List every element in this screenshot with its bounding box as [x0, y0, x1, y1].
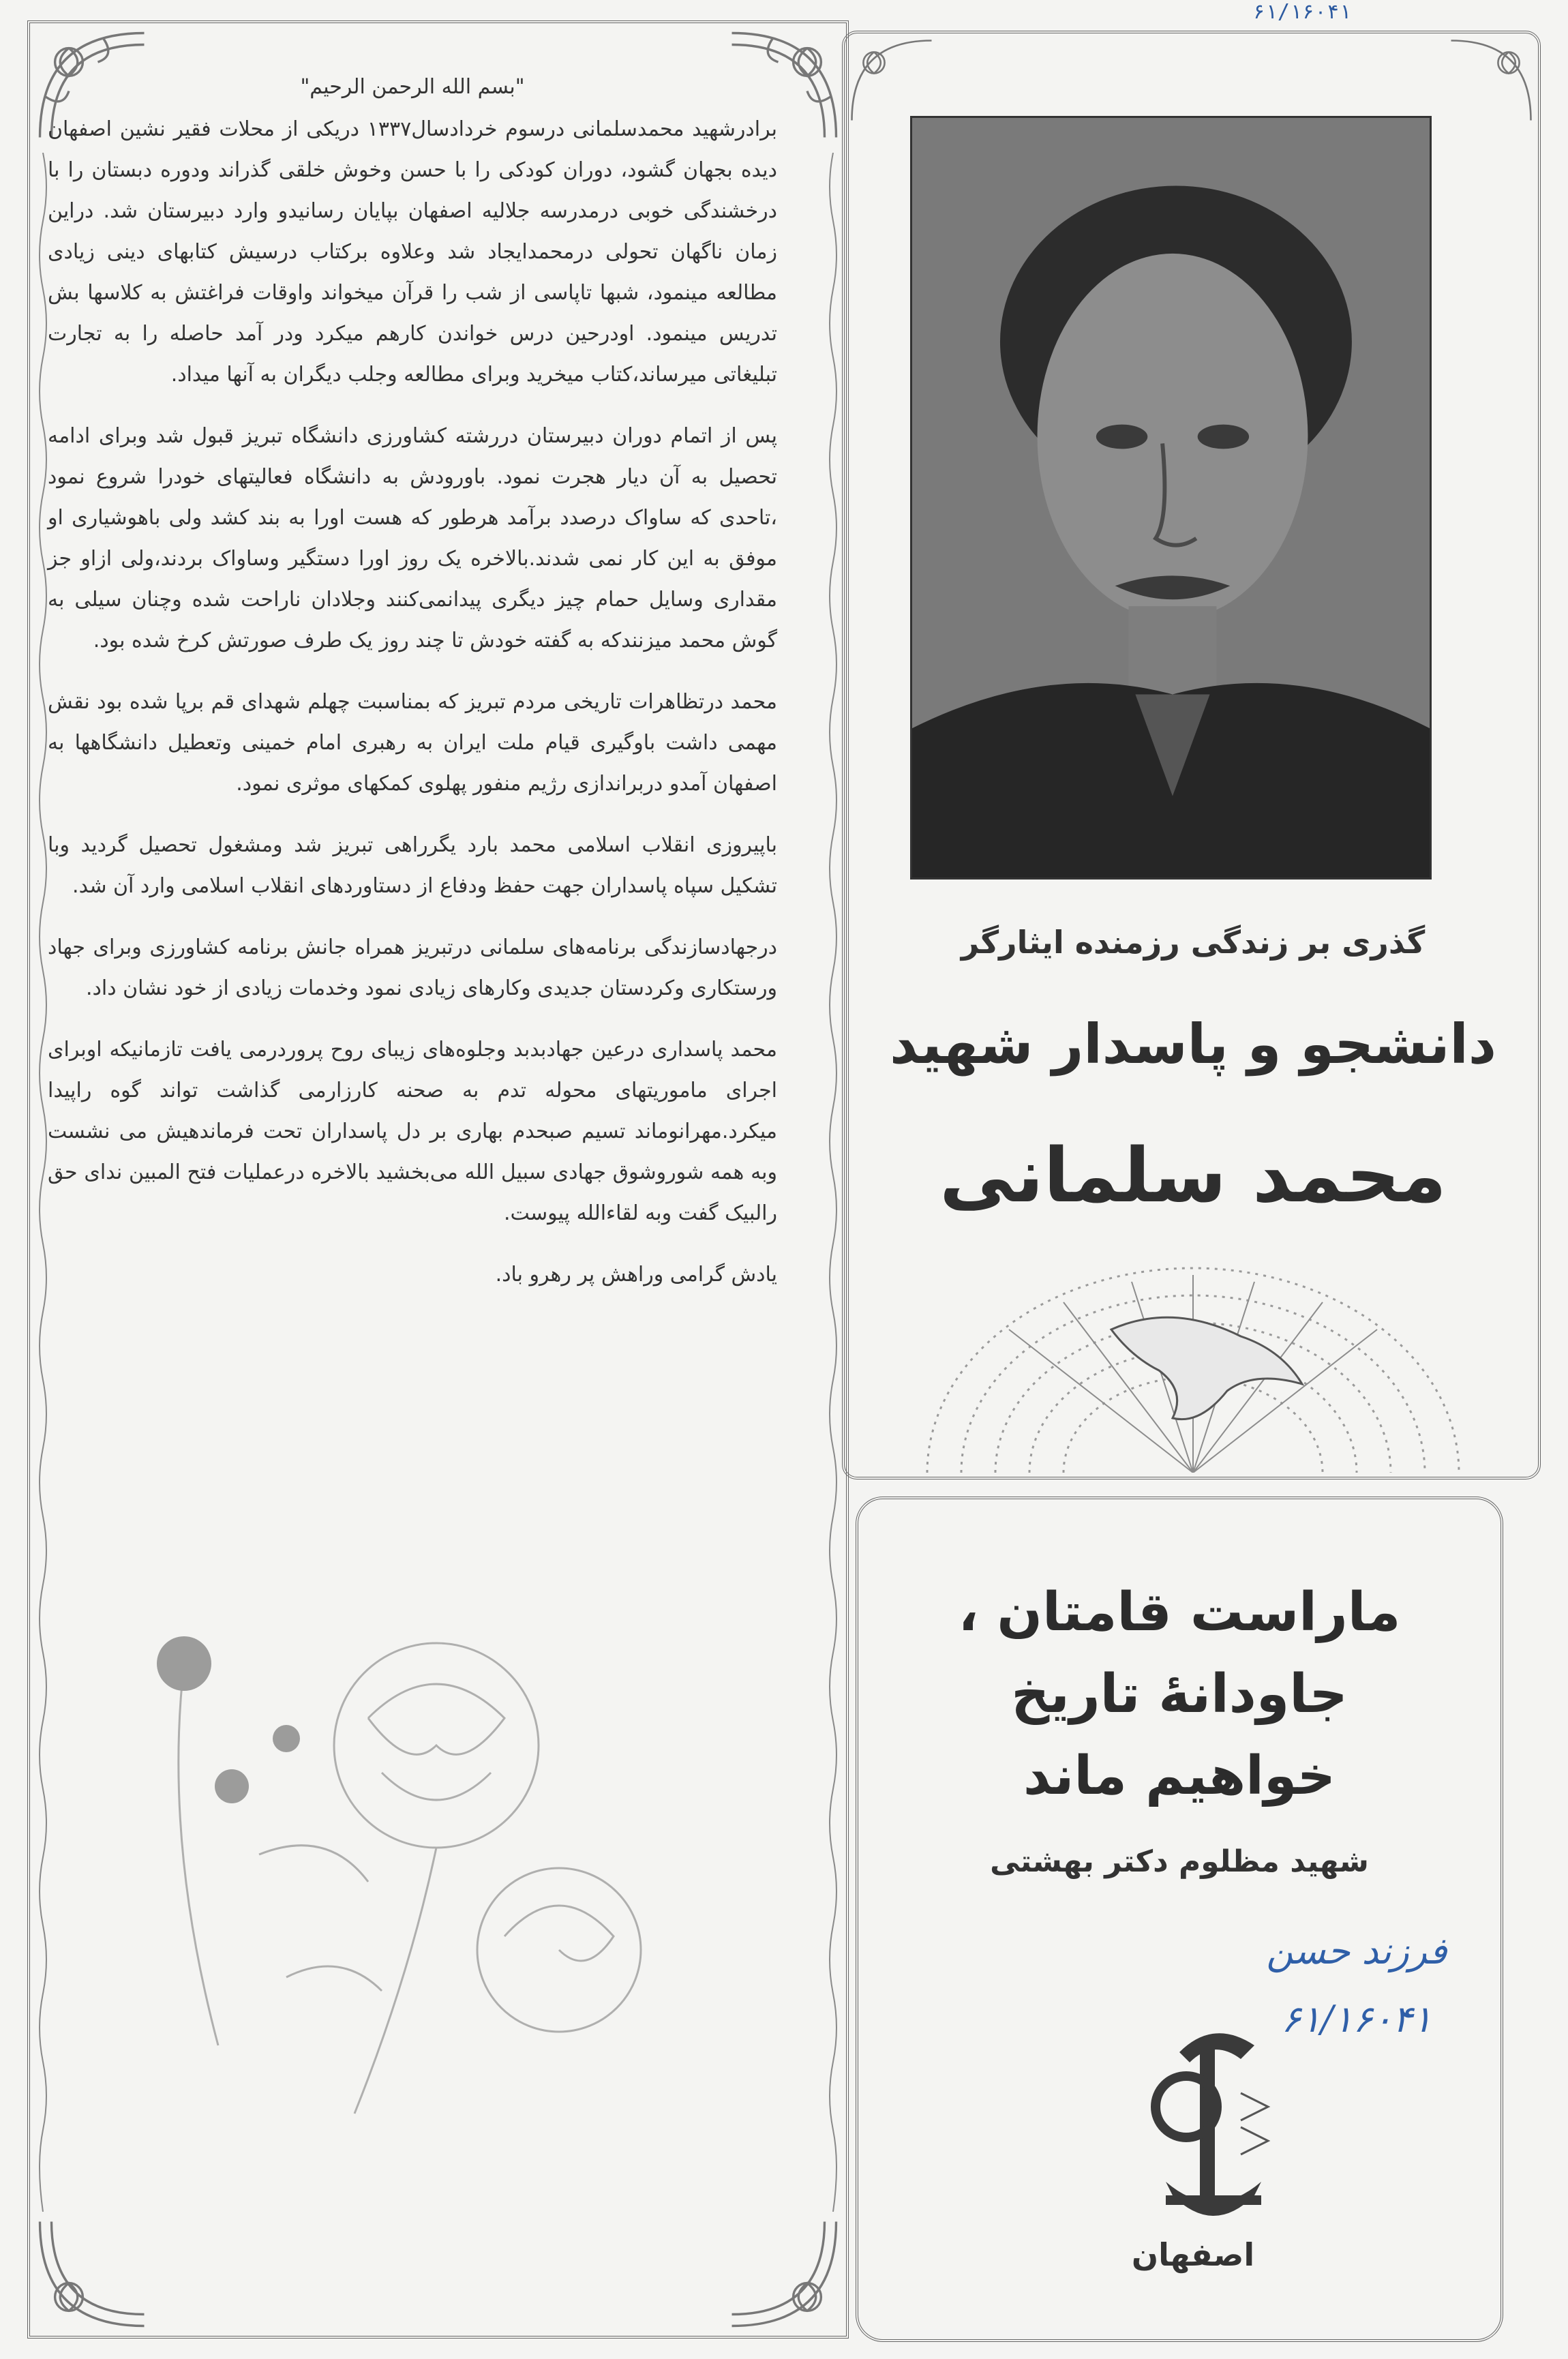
basmala-heading: "بسم الله الرحمن الرحیم"	[300, 75, 525, 99]
ornament-corner-icon	[34, 2216, 150, 2332]
quote-author: شهید مظلوم دکتر بهشتی	[990, 1844, 1369, 1879]
poster-subtitle: گذری بر زندگی رزمنده ایثارگر	[961, 924, 1426, 961]
irgc-emblem-icon	[1139, 2011, 1288, 2243]
poster-role-title: دانشجو و پاسدار شهید	[890, 1012, 1496, 1076]
biography-paragraph: یادش گرامی وراهش پر رهرو باد.	[495, 1263, 777, 1287]
quote-line: خواهیم ماند	[1023, 1745, 1336, 1807]
header-archive-number: ۶۱/۱۶۰۴۱	[1252, 0, 1352, 24]
rose-drawing-icon	[82, 1568, 695, 2182]
ornament-corner-icon	[726, 2216, 842, 2332]
biography-paragraph: محمد پاسداری درعین جهادبدبد وجلوه‌های زیبای روح پروردرمی یافت تازمانیکه اوبرای اجرای ماموریتهای محوله تدم به صحنه کارزارمی گذاشت تواند گوه راپیدا میکرد.مهرانوماند تسیم صبحدم بهاری بر دل پاسداران تحت فرماندهیش می نشست وبه همه شوروشوق جهادی سبیل الله می‌بخشید بالاخره درعملیات فتح المبین ندای حق رالبیک گفت وبه لقاءالله پیوست.	[48, 1038, 777, 1225]
biography-paragraph: پس از اتمام دوران دبیرستان دررشته کشاورزی دانشگاه تبریز قبول شد وبرای ادامه تحصیل به آن دیار هجرت نمود. باورودش به دانشگاه فعالیتهای خودرا شروع نمود ،تاحدی که ساواک درصدد برآمد هرطور که هست اورا به بند کشد ولی باهوشیاری او موفق به این کار نمی شدند.بالاخره یک روز اورا دستگیر وساواک بردند،ولی ازاو جز مقداری وسایل حمام چیز دیگری پیدانمی‌کنند وجلادان ناراحت شده وچنان سیلی به گوش محمد میزنندکه به گفته خودش تا چند روز یک طرف صورتش کرخ شده بود.	[48, 424, 777, 652]
martyr-portrait-photo	[910, 116, 1432, 880]
quote-line: ماراست قامتان ،	[958, 1582, 1401, 1643]
biography-paragraph: برادرشهید محمدسلمانی درسوم خردادسال۱۳۳۷ دریکی از محلات فقیر نشین اصفهان دیده بجهان گشود، دوران کودکی را با حسن وخوش خلقی گذراند ودوره دبستان را با درخشندگی خوبی درمدرسه جلالیه اصفهان بپایان رسانیدو وارد دبیرستان شد. دراین زمان ناگهان تحولی درمحمدایجاد شد وعلاوه برکتاب درسیش کتابهای دینی زیادی مطالعه مینمود، شبها تاپاسی از شب را قرآن میخواند واوقات فراغتش به کلاسها بش تدریس مینمود. اودرحین درس خواندن کارهم میکرد ودر آمد حاصله را به تجارت تبلیغاتی میرساند،کتاب میخرید وبرای مطالعه وجلب دیگران به آنها میداد.	[48, 117, 777, 387]
handwritten-signature: ۶۱/۱۶۰۴۱	[1281, 1998, 1432, 2041]
ornament-corner-icon	[847, 36, 936, 125]
handwritten-label: فرزند حسن	[1266, 1929, 1447, 1972]
ornament-corner-icon	[1447, 36, 1535, 125]
biography-text	[48, 68, 777, 1316]
biography-paragraph: محمد درتظاهرات تاریخی مردم تبریز که بمناسبت چهلم شهدای قم برپا شده بود نقش مهمی داشت باوگیری قیام ملت ایران به رهبری امام خمینی وتعطیل دانشگاهها به اصفهان آمدو دربراندازی رژیم منفور پهلوی کمکهای موثری نمود.	[48, 690, 777, 796]
biography-paragraph: درجهادسازندگی برنامه‌های سلمانی درتبریز همراه جانش برنامه کشاورزی وبرای جهاد ورستکاری وکردستان جدیدی وکارهای زیادی نمود وخدمات زیادی از خود نشان داد.	[48, 935, 777, 1000]
quote-line: جاودانهٔ تاریخ	[1011, 1664, 1348, 1725]
vine-border-icon	[823, 153, 843, 2212]
biography-paragraph: باپیروزی انقلاب اسلامی محمد بارد یگرراهی تبریز شد ومشغول تحصیل گردید وبا تشکیل سپاه پاسداران جهت حفظ ودفاع از دستاوردهای انقلاب اسلامی وارد آن شد.	[48, 833, 777, 898]
dove-sunburst-icon	[886, 1248, 1500, 1473]
city-label: اصفهان	[1131, 2236, 1255, 2273]
martyr-name-title: محمد سلمانی	[939, 1132, 1447, 1219]
